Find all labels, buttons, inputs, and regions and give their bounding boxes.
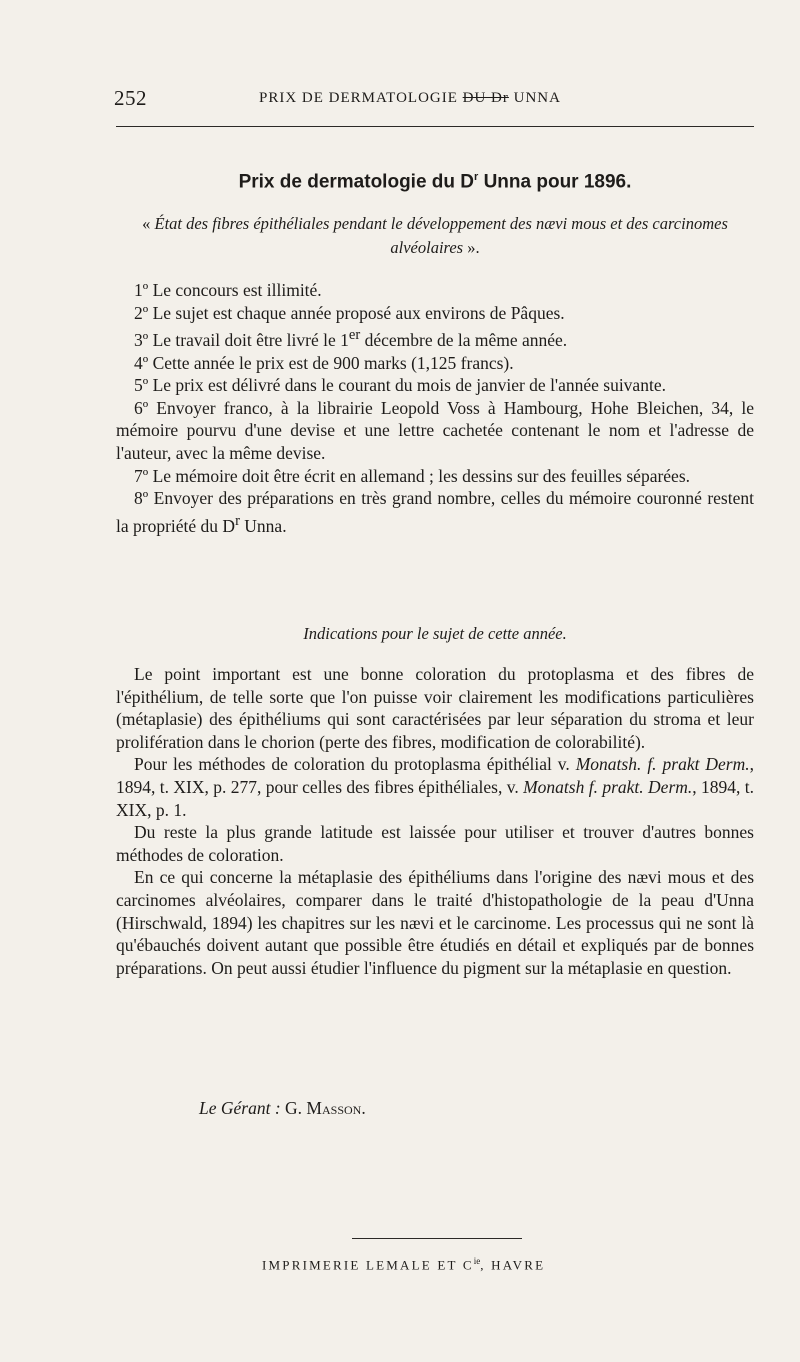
- rule-number: 6º: [134, 397, 149, 418]
- indications-paragraph: Du reste la plus grande latitude est laissée pour utiliser et trouver d'autres bonnes méthodes de coloration.: [116, 822, 754, 865]
- indications-paragraph: En ce qui concerne la métaplasie des épithéliums dans l'origine des nævi mous et des carcinomes alvéolaires, comparer dans le traité d'histopathologie de la peau d'Unna (Hirschwald, 1894) les chapitres sur les nævi et le carcinome. Les processus qui ne sont là qu'ébauchés doivent autant que possible être étudiés en détail et expliqués par de bonnes préparations. On peut aussi étudier l'influence du pigment sur la métaplasie en question.: [116, 867, 754, 978]
- rule-text: Le travail doit être livré le 1: [148, 330, 349, 351]
- indications-paragraph: [116, 753, 754, 821]
- rule-text: Envoyer des préparations en très grand nombre, celles du mémoire couronné restent la propriété du D: [116, 488, 754, 536]
- rule-number: 8º: [134, 488, 149, 509]
- running-title-struck: DU Dr: [462, 90, 509, 106]
- p2-text-b: , 1894, t. XIX, p. 277, pour celles des fibres épithéliales, v.: [116, 754, 754, 797]
- running-title-prefix: PRIX DE DERMATOLOGIE: [259, 90, 458, 106]
- header-rule: [116, 126, 754, 127]
- indications-heading: Indications pour le sujet de cette année.: [303, 624, 567, 643]
- rule-number: 5º: [134, 375, 149, 396]
- imprint-text: IMPRIMERIE LEMALE ET C: [262, 1257, 474, 1273]
- footer-rule: [352, 1238, 522, 1239]
- signature: [199, 1098, 366, 1119]
- rule-text: Envoyer franco, à la librairie Leopold Voss à Hambourg, Hohe Bleichen, 34, le mémoire pourvu d'une devise et une lettre cachetée contenant le nom et l'adresse de l'auteur, avec la même devise.: [116, 397, 754, 463]
- prize-title: [116, 171, 754, 193]
- prize-title-end: Unna pour 1896.: [478, 171, 632, 193]
- p2-text-c: , 1894, t. XIX, p. 1.: [116, 776, 755, 820]
- rule-text: Cette année le prix est de 900 marks (1,125 francs).: [148, 352, 514, 373]
- rule-item: [116, 465, 754, 488]
- rule-item: [116, 397, 754, 465]
- prize-title-text: Prix de dermatologie du D: [238, 171, 475, 193]
- indications-paragraph: Le point important est une bonne coloration du protoplasma et des fibres de l'épithélium, de telle sorte que l'on puisse voir clairement les modifications particulières (métaplasie) des épithéliums qui sont caractérisées par leur séparation du stroma et leur prolifération dans le chorion (perte des fibres, modification de colorabilité).: [116, 664, 754, 752]
- rule-text: Le sujet est chaque année proposé aux environs de Pâques.: [148, 302, 565, 323]
- rule-number: 4º: [134, 352, 149, 373]
- signature-role: Le Gérant :: [199, 1098, 281, 1118]
- rule-item: [116, 279, 754, 302]
- imprint-sup: ie: [473, 1256, 481, 1266]
- rule-number: 2º: [134, 302, 149, 323]
- running-title: [259, 90, 561, 107]
- rule-text: Le concours est illimité.: [148, 280, 322, 300]
- running-title-suffix: UNNA: [513, 90, 561, 106]
- prize-subject: [116, 212, 754, 260]
- rule-item: [116, 487, 754, 537]
- rule-text: Le mémoire doit être écrit en allemand ; les dessins sur des feuilles séparées.: [148, 465, 691, 486]
- p2-text-a: Pour les méthodes de coloration du protoplasma épithélial v.: [134, 754, 576, 775]
- page-number: 252: [114, 86, 147, 110]
- rule-number: 3º: [134, 330, 149, 351]
- journal-reference: Monatsh f. prakt. Derm.: [523, 776, 693, 797]
- signature-name: G. Masson.: [280, 1098, 366, 1118]
- page-header: [114, 86, 754, 116]
- subject-close-quote: ».: [463, 238, 480, 257]
- rule-sup: er: [348, 327, 361, 344]
- rule-sup: r: [235, 512, 240, 529]
- rule-number: 7º: [134, 465, 149, 486]
- subject-text: État des fibres épithéliales pendant le développement des nævi mous et des carcinomes alvéolaires: [154, 214, 728, 257]
- rules-list: [116, 279, 754, 537]
- rule-item: [116, 302, 754, 325]
- prize-title-sup: r: [474, 171, 479, 183]
- rule-item: [116, 324, 754, 351]
- rule-text: Le prix est délivré dans le courant du mois de janvier de l'année suivante.: [148, 375, 666, 396]
- rule-text-end: décembre de la même année.: [360, 330, 568, 351]
- rule-item: [116, 374, 754, 397]
- imprint-text-end: , HAVRE: [480, 1257, 546, 1273]
- journal-reference: Monatsh. f. prakt Derm.: [575, 754, 750, 775]
- indications-section: [116, 663, 754, 979]
- subject-open-quote: «: [142, 214, 155, 233]
- rule-number: 1º: [134, 280, 149, 300]
- rule-item: [116, 352, 754, 375]
- printer-imprint: [262, 1256, 545, 1273]
- rule-text-end: Unna.: [239, 515, 287, 536]
